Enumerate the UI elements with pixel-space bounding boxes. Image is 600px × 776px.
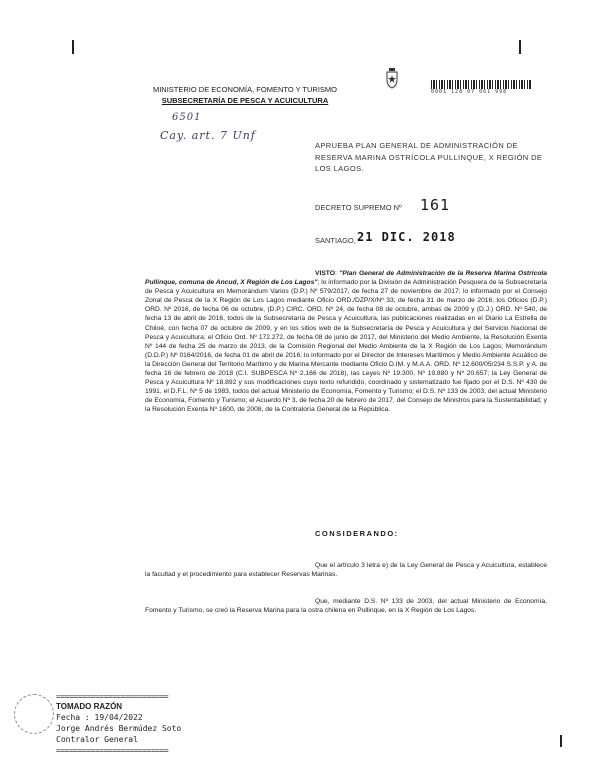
considerando-heading: CONSIDERANDO: (315, 529, 399, 538)
barcode-number: 0001 128 07 061 998 (431, 89, 508, 95)
coat-of-arms-icon (385, 68, 399, 90)
place-label: SANTIAGO, (315, 236, 356, 245)
handwritten-note: Cay. art. 7 Unf (160, 129, 256, 142)
tomado-razon-title: TOMADO RAZÓN (56, 702, 123, 711)
edge-mark-bottom-right (560, 735, 562, 747)
considerando-p1-text: Que el artículo 3 letra e) de la Ley General de Pesca y Acuicultura, establece la facultad y el procedimiento para establecer Reservas Marinas. (145, 562, 547, 579)
subsecretaria-name: SUBSECRETARÍA DE PESCA Y ACUICULTURA (161, 96, 329, 105)
punch-mark-right (519, 40, 521, 54)
decree-number-label: DECRETO SUPREMO Nº (315, 203, 402, 212)
visto-lead: VISTO (315, 270, 335, 277)
stamp-rule-bottom: ========================== (56, 746, 169, 755)
contralor-role: Contralor General (56, 735, 138, 744)
reception-stamp (413, 70, 533, 96)
considerando-p2-text: Que, mediante D.S. Nº 133 de 2003, del actual Ministerio de Economía, Fomento y Turismo, se creó la Reserva Marina para la ostra chilena en Pullinque, en la X Región de Los Lagos. (145, 598, 547, 615)
decree-date: 21 DIC. 2018 (357, 230, 456, 244)
punch-mark-left (72, 40, 74, 54)
visto-paragraph: VISTO: "Plan General de Administración de la Reserva Marina Ostrícola Pullinque, comuna de Ancud, X Región de Los Lagos"; lo informado por la División de Administración Pesquera de la Subsecretaría de Pesca y Acuicultura en Memorándum Varios (D.P.) Nº 579/2017, de fecha 27 de noviembre de 2017; lo informado por el Consejo Zonal de Pesca de la X Región de Los Lagos mediante Oficio ORD./DZP/X/Nº 33, de fecha 31 de marzo de 2016; los Oficios (D.P.) ORD. Nº 2016, de fecha 06 de octubre, (D.P.) CIRC. ORD. Nº 24, de fecha 08 de octubre, ambas de 2009 y (D.J.) ORD. Nº 540, de fecha 13 de abril de 2016, todos de la Subsecretaría de Pesca y Acuicultura, las publicaciones realizadas en el Diario La Estrella de Chiloé, con fecha 07 de octubre de 2009, y en los sitios web de la Subsecretaría de Pesca y Acuicultura y del Servicio Nacional de Pesca y Acuicultura; el Oficio Ord. Nº 172.272, de fecha 08 de junio de 2017, del Ministerio del Medio Ambiente, la Resolución Exenta Nº 144 de fecha 25 de marzo de 2013, de la Comisión Regional del Medio Ambiente de la X Región de Los Lagos; Memorándum (D.D.P.) Nº 0164/2016, de fecha 01 de abril de 2016; lo informado por el Director de Intereses Marítimos y Medio Ambiente Acuático de la Dirección General del Territorio Marítimo y de Marina Mercante mediante Oficio D.IM. y M.A.A. ORD. Nº 12.600/05/234 S.S.P. y A. de fecha 16 de febrero de 2018 (C.I. SUBPESCA Nº 2.166 de 2018), las Leyes Nº 19.300, Nº 19.880 y Nº 20.657; la Ley General de Pesca y Acuicultura Nº 18.892 y sus modificaciones cuyo texto refundido, coordinado y sistematizado fue fijado por el D.S. Nº 430 de 1991, el D.F.L. Nº 5 de 1983, todos del actual Ministerio de Economía, Fomento y Turismo; el D.S. Nº 133 de 2003, del actual Ministerio de Economía, Fomento y Turismo; el Acuerdo Nº 3, de fecha 20 de febrero de 2017, del Consejo de Ministros para la Sustentabilidad; y la Resolución Exenta Nº 1600, de 2008, de la Contraloría General de la República. (145, 270, 548, 414)
handwritten-number: 6501 (172, 112, 202, 123)
stamp-rule-top: ========================== (56, 692, 169, 701)
plan-title: "Plan General de Administración de la Reserva Marina Ostrícola Pullinque, comuna de Ancud, X Región de Los Lagos" (145, 270, 547, 287)
contraloria-seal-icon (14, 694, 54, 734)
contralor-name: Jorge Andrés Bermúdez Soto (56, 724, 182, 733)
tomado-razon-date: Fecha : 19/04/2022 (56, 713, 143, 722)
considerando-paragraph-2 (145, 597, 547, 615)
visto-body: ; lo informado por la División de Administración Pesquera de la Subsecretaría de Pesca y Acuicultura en Memorándum Varios (D.P.) Nº 579/2017, de fecha 27 de noviembre de 2017; lo informado por el Consejo Zonal de Pesca de la X Región de Los Lagos mediante Oficio ORD./DZP/X/Nº 33, de fecha 31 de marzo de 2016; los Oficios (D.P.) ORD. Nº 2016, de fecha 06 de octubre, (D.P.) CIRC. ORD. Nº 24, de fecha 08 de octubre, ambas de 2009 y (D.J.) ORD. Nº 540, de fecha 13 de abril de 2016, todos de la Subsecretaría de Pesca y Acuicultura, las publicaciones realizadas en el Diario La Estrella de Chiloé, con fecha 07 de octubre de 2009, y en los sitios web de la Subsecretaría de Pesca y Acuicultura y del Servicio Nacional de Pesca y Acuicultura; el Oficio Ord. Nº 172.272, de fecha 08 de junio de 2017, del Ministerio del Medio Ambiente, la Resolución Exenta Nº 144 de fecha 25 de marzo de 2013, de la Comisión Regional del Medio Ambiente de la X Región de Los Lagos; Memorándum (D.D.P.) Nº 0164/2016, de fecha 01 de abril de 2016; lo informado por el Director de Intereses Marítimos y Medio Ambiente Acuático de la Dirección General del Territorio Marítimo y de Marina Mercante mediante Oficio D.IM. y M.A.A. ORD. Nº 12.600/05/234 S.S.P. y A. de fecha 16 de febrero de 2018 (C.I. SUBPESCA Nº 2.166 de 2018), las Leyes Nº 19.300, Nº 19.880 y Nº 20.657; la Ley General de Pesca y Acuicultura Nº 18.892 y sus modificaciones cuyo texto refundido, coordinado y sistematizado fue fijado por el D.S. Nº 430 de 1991, el D.F.L. Nº 5 de 1983, todos del actual Ministerio de Economía, Fomento y Turismo; el D.S. Nº 133 de 2003, del actual Ministerio de Economía, Fomento y Turismo; el Acuerdo Nº 3, de fecha 20 de febrero de 2017, del Consejo de Ministros para la Sustentabilidad; y la Resolución Exenta Nº 1600, de 2008, de la Contraloría General de la República. (145, 279, 548, 414)
considerando-paragraph-1 (145, 561, 547, 579)
decree-number: 161 (420, 196, 451, 214)
ministry-header (145, 84, 345, 106)
tomado-razon-stamp (14, 692, 209, 762)
ministry-name: MINISTERIO DE ECONOMÍA, FOMENTO Y TURISMO (152, 85, 338, 94)
decree-title: APRUEBA PLAN GENERAL DE ADMINISTRACIÓN DE RESERVA MARINA OSTRÍCOLA PULLINQUE, X REGIÓN DE LOS LAGOS. (315, 141, 543, 173)
barcode-icon (431, 80, 531, 89)
